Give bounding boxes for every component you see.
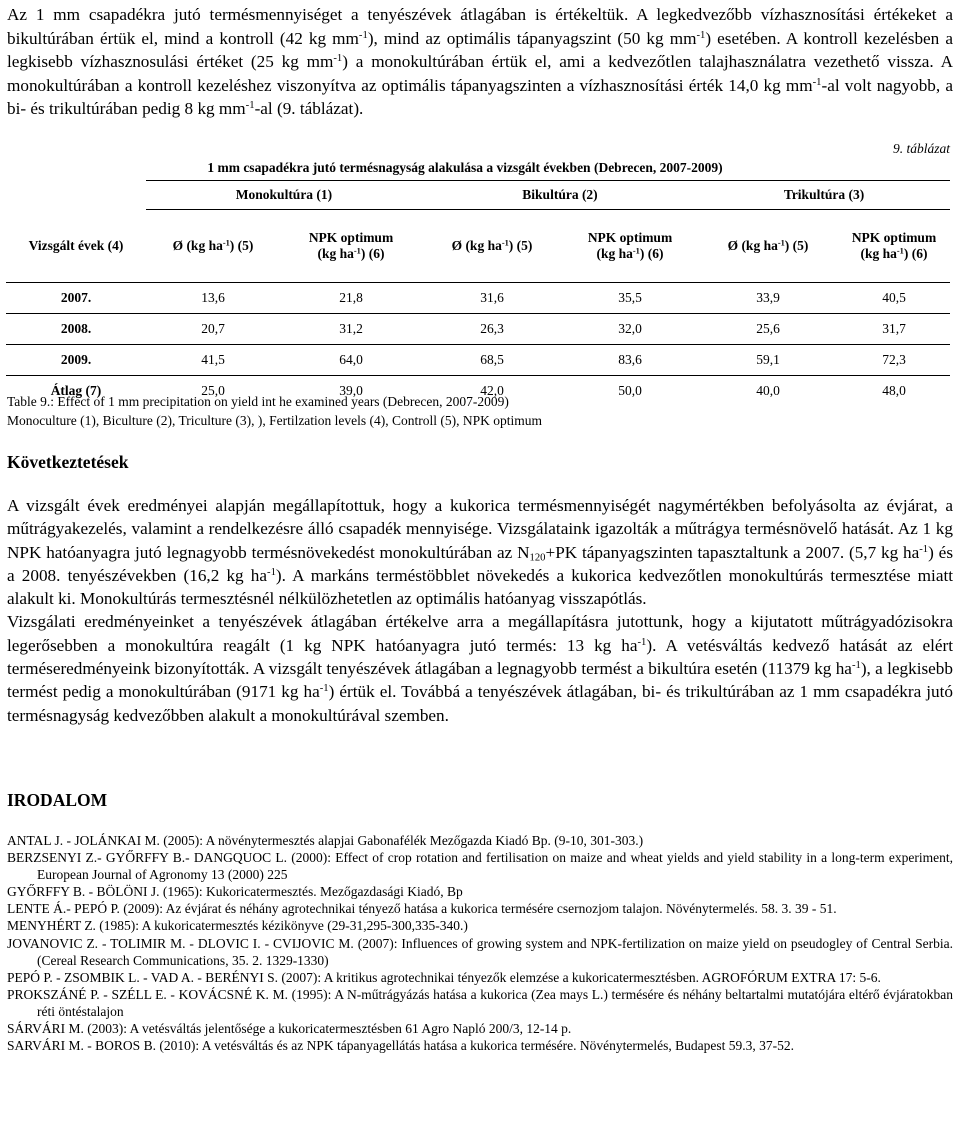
control-column-header: Ø (kg $ha^{-1}$) (5): [422, 210, 562, 283]
year-column-header: Vizsgált évek (4): [6, 210, 146, 283]
conclusions-paragraph: A vizsgált évek eredményei alapján megállapítottuk, hogy a kukorica termésmennyiségét nagymértékben befolyásolta az évjárat, a műtrágyakezelés, valamint a rendelkezésre álló csapadék mennyisége. Vizsgálataink igazolták a műtrágya termésnövelő hatását. Az 1 kg NPK hatóanyagra jutó legnagyobb termésnövekedést monokultúrában az $N_{120}+PK$ tápanyagszinten tapasztaltunk a 2007. (5,7 kg $ha^{-1}$) és a 2008. tenyészévekben (16,2 kg $ha^{-1}$). A markáns terméstöbblet növekedés a kukorica kedvezőtlen monokultúrás termesztése miatt alakult ki. Monokultúrás termesztésnél nélkülözhetetlen az optimális hatóanyag visszapótlás.: [7, 496, 954, 609]
reference-item: SÁRVÁRI M. (2003): A vetésváltás jelentősége a kukoricatermesztésben 61 Agro Napló 200/3, 12-14 p.: [7, 1021, 572, 1037]
reference-item: MENYHÉRT Z. (1985): A kukoricatermesztés kézikönyve (29-31,295-300,335-340.): [7, 918, 468, 934]
conclusions-body: [7, 494, 953, 727]
data-table: [6, 180, 950, 406]
reference-item: GYŐRFFY B. - BÖLÖNI J. (1965): Kukoricatermesztés. Mezőgazdasági Kiadó, Bp: [7, 884, 463, 900]
intro-paragraph: Az 1 mm csapadékra jutó termésmennyiséget a tenyészévek átlagában is értékeltük. A legkedvezőbb vízhasznosítási értékeket a bikultúrában értük el, mind a kontroll (42 kg $mm^{-1}$), mind az optimális tápanyagszint (50 kg $mm^{-1}$) esetében. A kontroll kezelésben a legkisebb vízhasznosulási értéket (25 kg $mm^{-1}$) a monokultúrában értük el, ami a kedvezőtlen talajhasználatra vezethető vissza. A monokultúrában a kontroll kezeléshez viszonyítva az optimális tápanyagszinten a vízhasznosítási érték 14,0 kg $mm^{-1}-al$ volt nagyobb, a bi- és trikultúrában pedig 8 kg $mm^{-1}-al$ (9. táblázat).: [7, 5, 954, 118]
reference-list: [7, 832, 953, 1054]
group-triculture: Trikultúra (3): [698, 181, 950, 210]
table-row-average: Átlag (7) 25,0 39,0 42,0 50,0 40,0 48,0: [50, 383, 906, 398]
reference-item: JOVANOVIC Z. - TOLIMIR M. - DLOVIC I. - CVIJOVIC M. (2007): Influences of growing system and NPK-fertilization on maize yield on pseudogley of Central Serbia. (Cereal Research Communications, 35. 2. 1329-1330): [7, 935, 953, 968]
section-heading-references: IRODALOM: [7, 790, 108, 810]
table-title: 1 mm csapadékra jutó termésnagyság alakulása a vizsgált években (Debrecen, 2007-2009): [207, 160, 723, 175]
npk-column-header: NPK optimum (kg $ha^{-1}$) (6): [280, 210, 422, 283]
reference-item: LENTE Á.- PEPÓ P. (2009): Az évjárat és néhány agrotechnikai tényező hatása a kukorica termésére csernozjom talajon. Növénytermelés. 58. 3. 39 - 51.: [7, 901, 837, 917]
control-column-header: Ø (kg $ha^{-1}$) (5): [698, 210, 838, 283]
group-biculture: Bikultúra (2): [422, 181, 698, 210]
reference-item: BERZSENYI Z.- GYŐRFFY B.- DANGQUOC L. (2000): Effect of crop rotation and fertilisation on maize and wheat yields and yield stability in a long-term experiment, European Journal of Agronomy 13 (2000) 225: [7, 850, 953, 883]
table-group-header-row: [6, 181, 950, 210]
table-row: 2007. 13,6 21,8 31,6 35,5 33,9 40,5: [6, 283, 950, 314]
table-row: 2008. 20,7 31,2 26,3 32,0 25,6 31,7: [6, 314, 950, 345]
reference-item: ANTAL J. - JOLÁNKAI M. (2005): A növénytermesztés alapjai Gabonafélék Mezőgazda Kiadó Bp. (9-10, 301-303.): [7, 833, 644, 848]
npk-column-header: NPK optimum (kg $ha^{-1}$) (6): [562, 210, 698, 283]
conclusions-paragraph: Vizsgálati eredményeinket a tenyészévek átlagában értékelve arra a megállapításra jutottunk, hogy a kijutatott műtrágyadózisokra legerősebben a monokultúra reagált (1 kg NPK hatóanyagra jutó termés: 13 kg $ha^{-1}$). A vetésváltás kedvező hatását az elért terméseredményeink bizonyították. A vizsgált tenyészévek átlagában a legnagyobb termést a bikultúra esetén (11379 kg $ha^{-1}$), a legkisebb termést pedig a monokultúrában (9171 kg $ha^{-1}$) értük el. Továbbá a tenyészévek átlagában, bi- és trikultúrában az 1 mm csapadékra jutó termésnagyság kedvezőbben alakult a monokultúrával szemben.: [7, 612, 954, 725]
table-subheader-row: [6, 210, 950, 283]
table-number-label: 9. táblázat: [892, 141, 950, 156]
reference-item: SARVÁRI M. - BOROS B. (2010): A vetésváltás és az NPK tápanyagellátás hatása a kukorica termésére. Növénytermelés, Budapest 59.3, 37-52.: [7, 1038, 794, 1054]
group-monoculture: Monokultúra (1): [146, 181, 422, 210]
reference-item: PEPÓ P. - ZSOMBIK L. - VAD A. - BERÉNYI S. (2007): A kritikus agrotechnikai tényezők elemzése a kukoricatermesztésben. AGROFÓRUM EXTRA 17: 5-6.: [7, 969, 881, 985]
npk-column-header: NPK optimum (kg $ha^{-1}$) (6): [838, 210, 950, 283]
table-row: 2009. 41,5 64,0 68,5 83,6 59,1 72,3: [6, 345, 950, 376]
control-column-header: Ø (kg $ha^{-1}$) (5): [146, 210, 280, 283]
reference-item: PROKSZÁNÉ P. - SZÉLL E. - KOVÁCSNÉ K. M. (1995): A N-műtrágyázás hatása a kukorica (Zea mays L.) termésére és néhány beltartalmi mutatójára eltérő évjáratokban réti öntéstalajon: [7, 986, 953, 1019]
section-heading-conclusions: Következtetések: [7, 452, 129, 472]
table-caption-english: Table 9.: Effect of 1 mm precipitation on yield int he examined years (Debrecen, 2007-2009) Monoculture (1), Biculture (2), Triculture (3), ), Fertilzation levels (4), Controll (5), NPK optimum: [7, 394, 543, 428]
